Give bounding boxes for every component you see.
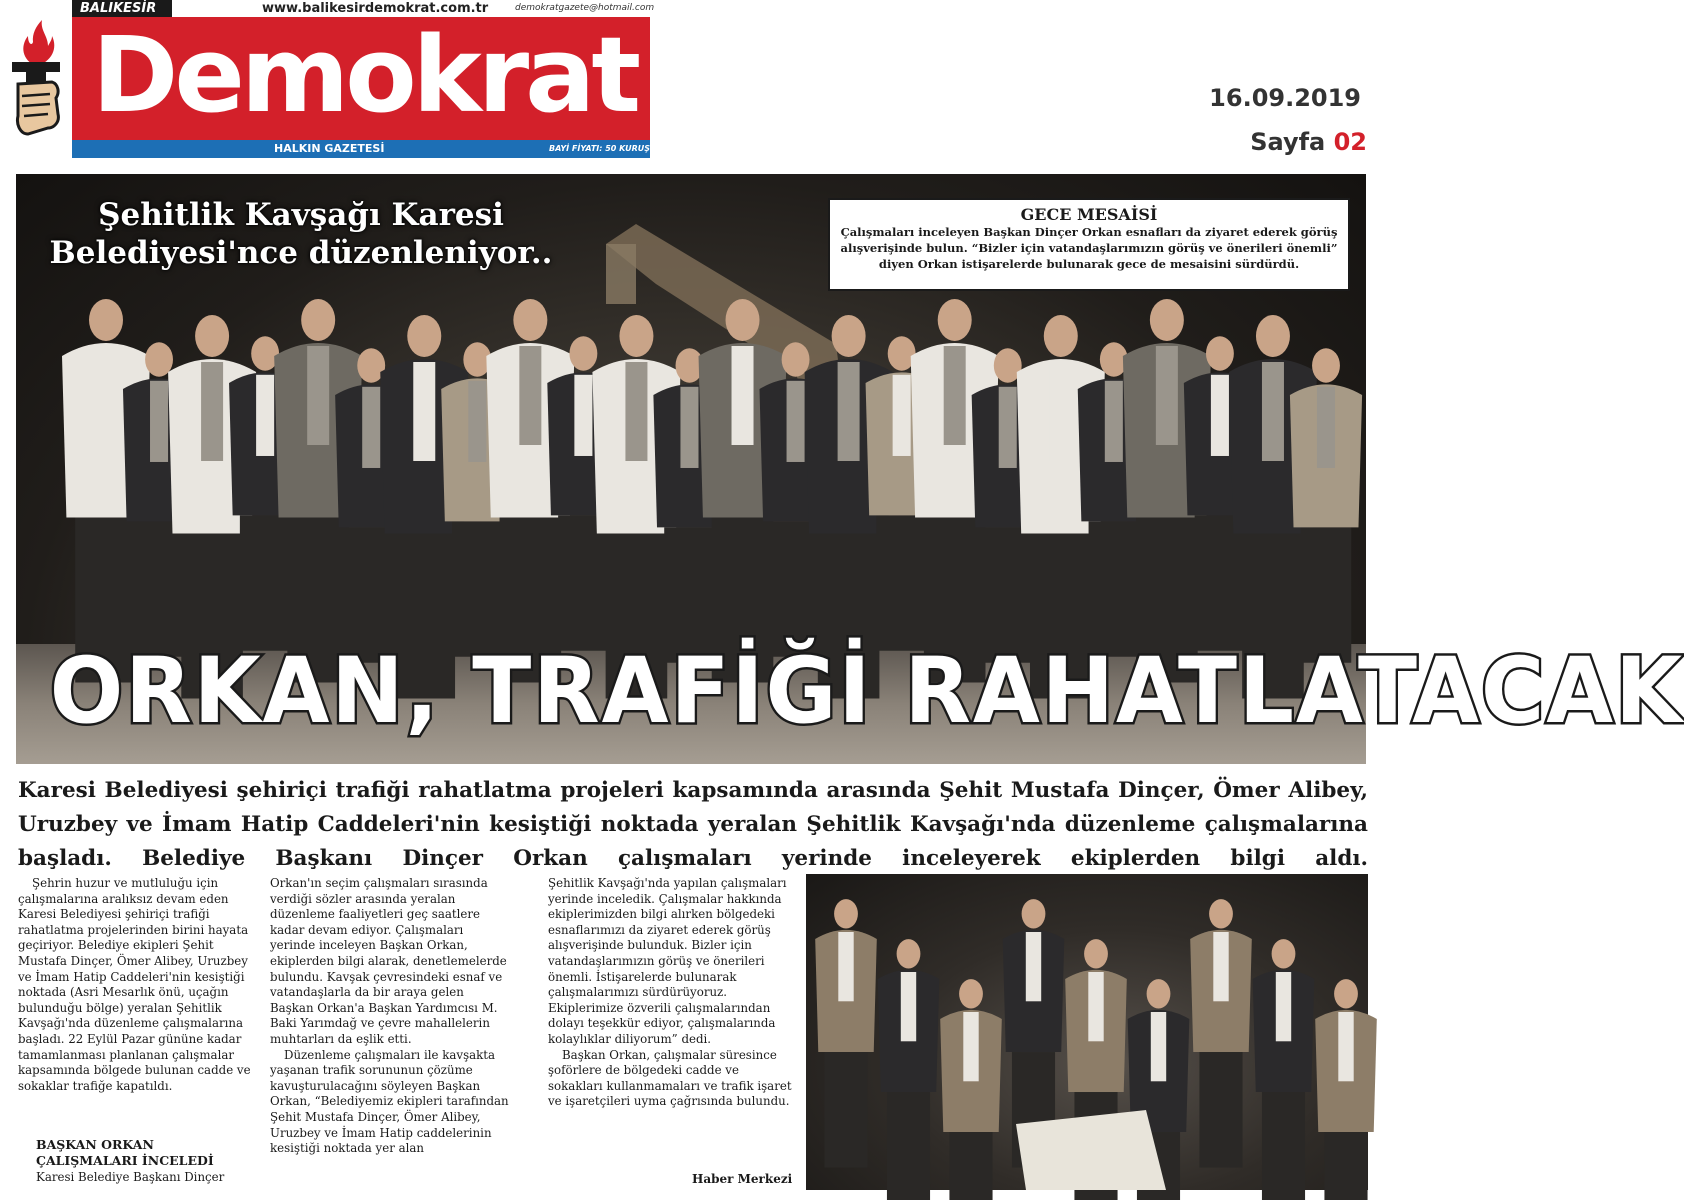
subhead-line-2: ÇALIŞMALARI İNCELEDİ [36, 1153, 214, 1168]
article-lead: Karesi Belediyesi şehiriçi trafiği rahatlatma projeleri kapsamında arasında Şehit Mustafa Dinçer, Ömer Alibey, Uruzbey ve İmam Hatip Caddeleri'nin kesiştiği noktada yeralan Şehitlik Kavşağı'nda düzenleme çalışmalarına başladı. Belediye Başkanı Dinçer Orkan çalışmaları yerinde inceleyerek ekiplerden bilgi aldı. [18, 778, 1368, 871]
person-silhouette [1190, 899, 1252, 1167]
masthead [0, 0, 655, 160]
body-paragraph: Şehrin huzur ve mutluluğu için çalışmalarına aralıksız devam eden Karesi Belediyesi şehiriçi trafiği rahatlatma projelerinden birini hayata geçiriyor. Belediye ekipleri Şehit Mustafa Dinçer, Ömer Alibey, Uruzbey ve İmam Hatip Caddeleri'nin kesiştiği noktada (Asri Mesarlık önü, uçağın bulunduğu bölge) yeralan Şehitlik Kavşağı'nda düzenleme çalışmalarına başladı. 22 Eylül Pazar gününe kadar tamamlanması planlanan çalışmalar kapsamında bölgede bulunan cadde ve sokaklar trafiğe kapatıldı. [18, 876, 251, 1093]
page-label [1250, 128, 1367, 156]
person-silhouette [1315, 979, 1377, 1200]
masthead-price: BAYİ FİYATI: 50 KURUŞ [549, 144, 650, 153]
person-silhouette [815, 899, 877, 1167]
masthead-url[interactable]: www.balikesirdemokrat.com.tr [262, 1, 489, 16]
plan-paper [1016, 1110, 1166, 1190]
body-column-2 [270, 876, 510, 1157]
body-column-3 [548, 876, 794, 1110]
body-paragraph: Başkan Orkan, çalışmalar süresince şoförlere de bölgedeki cadde ve sokakları kullanmamaları ve trafik işaret ve işaretçileri uyma çağrısında bulundu. [548, 1047, 792, 1109]
article-kicker: Şehitlik Kavşağı Karesi Belediyesi'nce düzenleniyor.. [49, 197, 553, 271]
subhead-line-1: BAŞKAN ORKAN [36, 1137, 154, 1152]
sidebox-title: GECE MESAİSİ [1020, 205, 1158, 224]
body-paragraph: Düzenleme çalışmaları ile kavşakta yaşanan trafik sorununun çözüme kavuşturulacağını söyleyen Başkan Orkan, “Belediyemiz ekipleri tarafından Şehit Mustafa Dinçer, Ömer Alibey, Uruzbey ve İmam Hatip caddelerinin kesiştiği noktada yer alan [270, 1047, 509, 1156]
second-photo [806, 874, 1368, 1190]
flame-icon [14, 20, 58, 68]
hand-icon [8, 62, 64, 136]
page-number: 02 [1333, 128, 1367, 156]
main-photo [16, 174, 1684, 764]
officials-reviewing-plans [806, 874, 1368, 1190]
body-paragraph: Orkan'ın seçim çalışmaları sırasında verdiği sözler arasında yeralan düzenleme faaliyetleri geç saatlere kadar devam ediyor. Çalışmaları yerinde inceleyen Başkan Orkan, ekiplerden bilgi alarak, denetlemelerde bulundu. Kavşak çevresindeki esnaf ve vatandaşlarla da bir araya gelen Başkan Orkan'a Başkan Yardımcısı M. Baki Yarımdağ ve çevre mahallelerin muhtarları da eşlik etti. [270, 876, 507, 1046]
masthead-city: BALIKESİR [72, 0, 172, 17]
article-subhead [36, 1137, 214, 1169]
masthead-email[interactable]: demokratgazete@hotmail.com [515, 3, 655, 13]
newspaper-title: Demokrat [92, 14, 638, 136]
sidebox-text: Çalışmaları inceleyen Başkan Dinçer Orkan esnafları da ziyaret ederek görüş alışverişinde bulun. “Bizler için vatandaşlarımızın görüş ve önerileri önemli” diyen Orkan istişarelerde bulunarak gece de mesaisini sürdürdü. [840, 225, 1338, 271]
body-column-1 [18, 876, 258, 1094]
body-column-1-end: Karesi Belediye Başkanı Dinçer [36, 1170, 225, 1184]
person-silhouette [878, 939, 940, 1200]
torch-logo [0, 0, 72, 143]
article-byline: Haber Merkezi [692, 1172, 793, 1186]
page-word: Sayfa [1250, 128, 1326, 156]
article-headline: ORKAN, TRAFİĞİ RAHATLATACAK [49, 639, 1684, 744]
night-shift-box [828, 198, 1350, 291]
masthead-slogan: HALKIN GAZETESİ [274, 142, 385, 155]
person-silhouette [1253, 939, 1315, 1200]
person-silhouette [940, 979, 1002, 1200]
issue-date: 16.09.2019 [1209, 84, 1361, 112]
body-paragraph: Şehitlik Kavşağı'nda yapılan çalışmaları yerinde inceledik. Çalışmalar hakkında ekiplerimizden bilgi alırken bölgedeki esnaflarımızı da ziyaret ederek görüş alışverişinde bulunduk. Bizler için vatandaşlarımızın görüş ve önerileri önemli. İstişarelerde bulunarak çalışmalarımızı sürdürüyoruz. Ekiplerimize özverili çalışmalarından dolayı teşekkür ediyor, çalışmalarında kolaylıklar diliyorum” dedi. [548, 876, 787, 1046]
person-silhouette [1290, 348, 1362, 662]
